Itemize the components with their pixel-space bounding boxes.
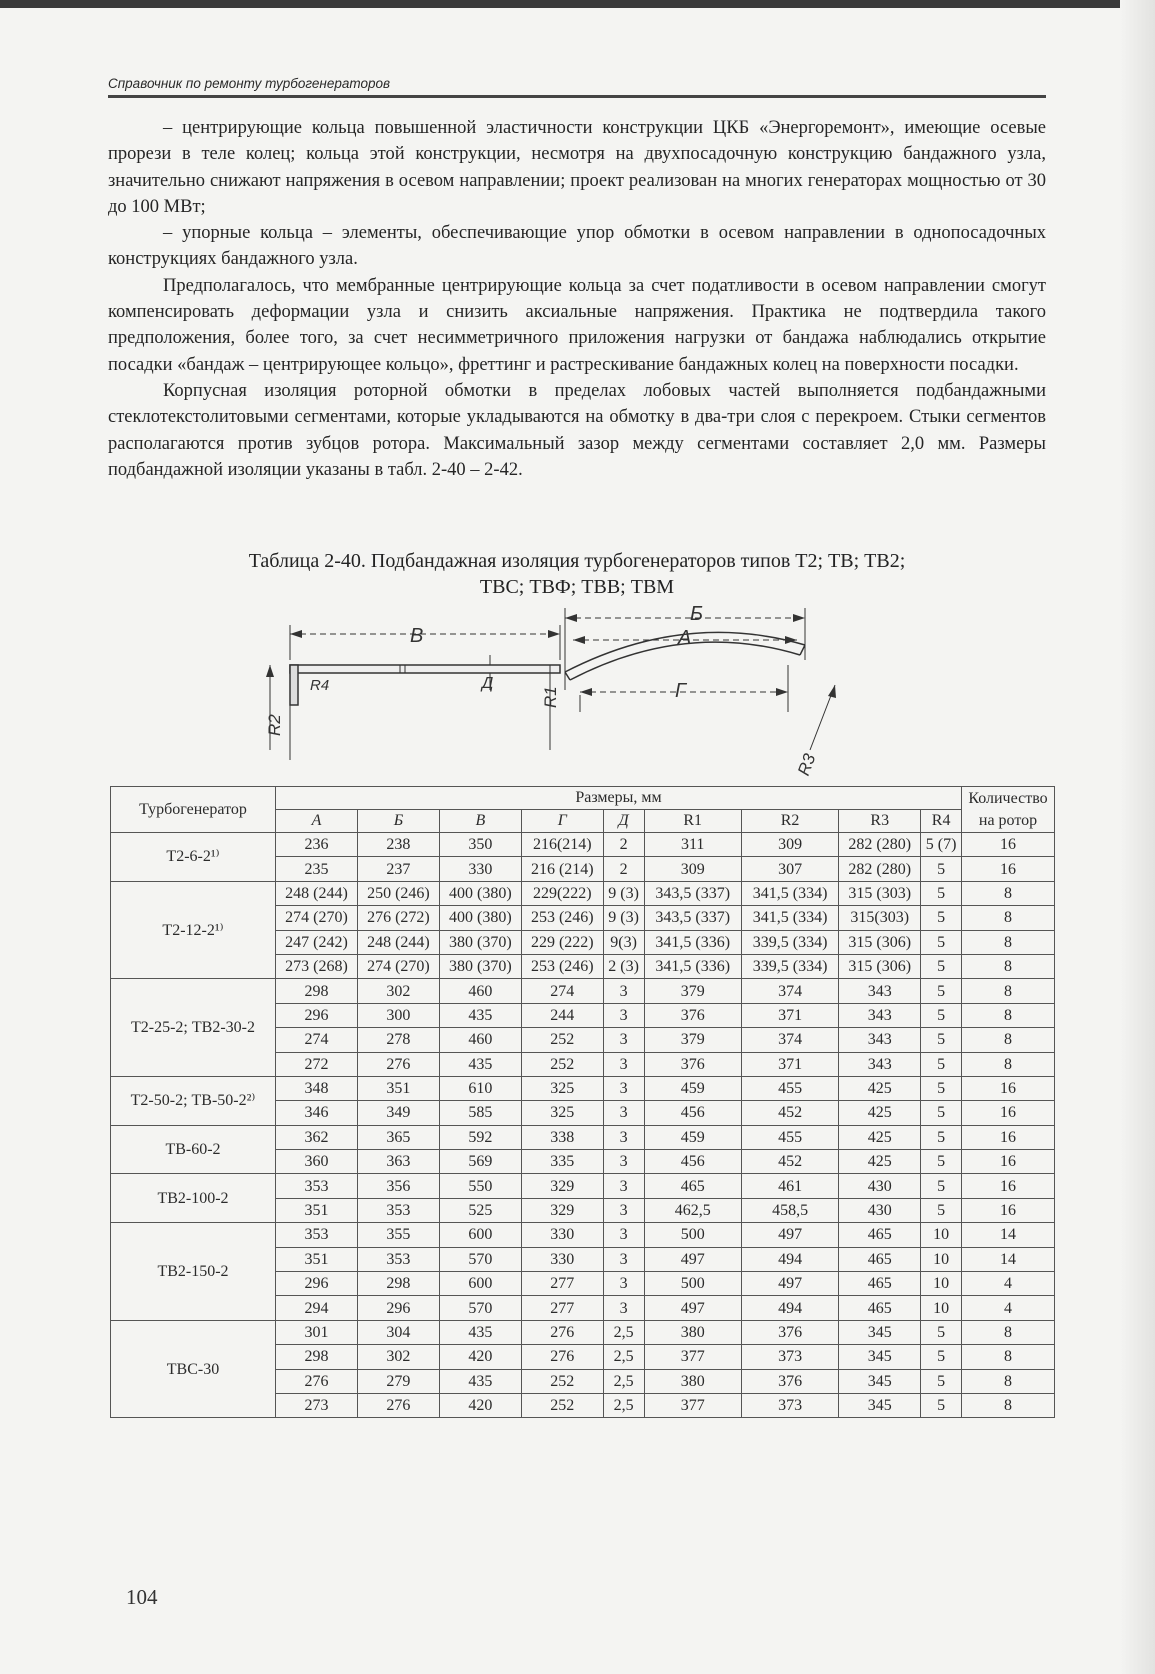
header-rule xyxy=(108,95,1046,98)
table-cell: 252 xyxy=(521,1028,603,1052)
label-r1: R1 xyxy=(541,686,560,708)
table-cell: 298 xyxy=(357,1272,439,1296)
table-cell: 330 xyxy=(521,1223,603,1247)
table-cell: 425 xyxy=(839,1125,921,1149)
table-cell: 343 xyxy=(839,1052,921,1076)
table-cell: 452 xyxy=(741,1101,838,1125)
table-cell: 341,5 (336) xyxy=(644,930,741,954)
table-cell: 379 xyxy=(644,1028,741,1052)
table-cell: 420 xyxy=(439,1393,521,1417)
table-cell: 550 xyxy=(439,1174,521,1198)
turbogenerator-name: Т2-12-2¹⁾ xyxy=(111,881,276,979)
label-a: А xyxy=(678,627,692,649)
table-row xyxy=(111,1076,1055,1100)
insulation-dimensions-table xyxy=(110,786,1055,1418)
table-cell: 2,5 xyxy=(603,1369,644,1393)
table-cell: 376 xyxy=(741,1369,838,1393)
table-cell: 10 xyxy=(921,1296,962,1320)
table-cell: 5 xyxy=(921,1174,962,1198)
table-cell: 452 xyxy=(741,1150,838,1174)
table-cell: 353 xyxy=(357,1247,439,1271)
turbogenerator-name: Т2-50-2; ТВ-50-2²⁾ xyxy=(111,1076,276,1125)
table-cell: 282 (280) xyxy=(839,857,921,881)
table-cell: 9 (3) xyxy=(603,881,644,905)
insulation-segment-diagram xyxy=(260,600,900,786)
table-cell: 341,5 (334) xyxy=(741,906,838,930)
table-cell: 362 xyxy=(276,1125,358,1149)
table-cell: 277 xyxy=(521,1296,603,1320)
table-cell: 455 xyxy=(741,1125,838,1149)
table-cell: 379 xyxy=(644,979,741,1003)
table-cell: 339,5 (334) xyxy=(741,930,838,954)
table-cell: 302 xyxy=(357,979,439,1003)
table-body xyxy=(111,833,1055,1418)
table-cell: 276 xyxy=(357,1052,439,1076)
turbogenerator-name: Т2-6-2¹⁾ xyxy=(111,833,276,882)
table-cell: 4 xyxy=(962,1296,1055,1320)
table-cell: 5 xyxy=(921,1345,962,1369)
table-cell: 465 xyxy=(839,1272,921,1296)
table-cell: 380 (370) xyxy=(439,930,521,954)
table-cell: 9(3) xyxy=(603,930,644,954)
table-cell: 376 xyxy=(741,1320,838,1344)
table-cell: 430 xyxy=(839,1198,921,1222)
table-cell: 236 xyxy=(276,833,358,857)
table-cell: 435 xyxy=(439,1052,521,1076)
table-cell: 497 xyxy=(741,1223,838,1247)
turbogenerator-name: ТВС-30 xyxy=(111,1320,276,1418)
table-cell: 16 xyxy=(962,1198,1055,1222)
table-cell: 345 xyxy=(839,1320,921,1344)
table-cell: 569 xyxy=(439,1150,521,1174)
table-cell: 374 xyxy=(741,979,838,1003)
table-cell: 345 xyxy=(839,1345,921,1369)
table-cell: 296 xyxy=(357,1296,439,1320)
table-cell: 2 xyxy=(603,857,644,881)
table-cell: 3 xyxy=(603,1125,644,1149)
table-cell: 253 (246) xyxy=(521,906,603,930)
table-cell: 343,5 (337) xyxy=(644,881,741,905)
table-cell: 3 xyxy=(603,1150,644,1174)
table-cell: 277 xyxy=(521,1272,603,1296)
table-cell: 330 xyxy=(439,857,521,881)
paragraph: – упорные кольца – элементы, обеспечивающие упор обмотки в осевом направлении в однопосадочных конструкциях бандажного узла. xyxy=(108,223,1046,270)
table-cell: 274 (270) xyxy=(276,906,358,930)
table-cell: 250 (246) xyxy=(357,881,439,905)
table-cell: 10 xyxy=(921,1247,962,1271)
table-cell: 16 xyxy=(962,1174,1055,1198)
table-cell: 343,5 (337) xyxy=(644,906,741,930)
table-cell: 16 xyxy=(962,1101,1055,1125)
table-cell: 8 xyxy=(962,1028,1055,1052)
table-cell: 459 xyxy=(644,1125,741,1149)
caption-line-2: ТВС; ТВФ; ТВВ; ТВМ xyxy=(479,576,675,598)
table-cell: 3 xyxy=(603,1223,644,1247)
table-cell: 5 xyxy=(921,881,962,905)
header-turbogenerator: Турбогенератор xyxy=(111,787,276,833)
table-cell: 304 xyxy=(357,1320,439,1344)
table-row xyxy=(111,979,1055,1003)
table-cell: 8 xyxy=(962,1003,1055,1027)
table-cell: 330 xyxy=(521,1247,603,1271)
table-cell: 570 xyxy=(439,1296,521,1320)
table-cell: 252 xyxy=(521,1369,603,1393)
table-cell: 8 xyxy=(962,930,1055,954)
table-header xyxy=(111,787,1055,833)
table-cell: 420 xyxy=(439,1345,521,1369)
table-cell: 2 xyxy=(603,833,644,857)
running-head: Справочник по ремонту турбогенераторов xyxy=(108,76,391,91)
table-cell: 456 xyxy=(644,1101,741,1125)
page-number: 104 xyxy=(126,1585,158,1609)
table-cell: 315 (306) xyxy=(839,930,921,954)
table-cell: 430 xyxy=(839,1174,921,1198)
table-cell: 600 xyxy=(439,1272,521,1296)
table-cell: 380 (370) xyxy=(439,954,521,978)
table-row xyxy=(111,1320,1055,1344)
table-cell: 497 xyxy=(644,1247,741,1271)
table-cell: 16 xyxy=(962,833,1055,857)
table-cell: 338 xyxy=(521,1125,603,1149)
table-cell: 456 xyxy=(644,1150,741,1174)
table-cell: 315(303) xyxy=(839,906,921,930)
table-cell: 377 xyxy=(644,1393,741,1417)
table-cell: 497 xyxy=(644,1296,741,1320)
table-cell: 373 xyxy=(741,1393,838,1417)
column-header: Г xyxy=(521,810,603,833)
table-cell: 353 xyxy=(357,1198,439,1222)
table-cell: 465 xyxy=(839,1223,921,1247)
table-cell: 425 xyxy=(839,1101,921,1125)
table-cell: 8 xyxy=(962,1052,1055,1076)
table-cell: 365 xyxy=(357,1125,439,1149)
table-cell: 400 (380) xyxy=(439,906,521,930)
table-cell: 494 xyxy=(741,1296,838,1320)
table-cell: 3 xyxy=(603,979,644,1003)
table-cell: 307 xyxy=(741,857,838,881)
table-cell: 353 xyxy=(276,1223,358,1247)
table-cell: 5 xyxy=(921,1052,962,1076)
table-cell: 455 xyxy=(741,1076,838,1100)
table-cell: 425 xyxy=(839,1076,921,1100)
table-cell: 3 xyxy=(603,1101,644,1125)
table-cell: 3 xyxy=(603,1198,644,1222)
table-cell: 276 xyxy=(521,1345,603,1369)
table-cell: 315 (306) xyxy=(839,954,921,978)
table-cell: 298 xyxy=(276,979,358,1003)
table-cell: 460 xyxy=(439,1028,521,1052)
table-cell: 16 xyxy=(962,1076,1055,1100)
table-cell: 376 xyxy=(644,1052,741,1076)
table-cell: 435 xyxy=(439,1320,521,1344)
table-row xyxy=(111,1174,1055,1198)
table-cell: 278 xyxy=(357,1028,439,1052)
column-header: R1 xyxy=(644,810,741,833)
table-cell: 5 xyxy=(921,1028,962,1052)
table-cell: 273 (268) xyxy=(276,954,358,978)
table-cell: 346 xyxy=(276,1101,358,1125)
scan-top-edge xyxy=(0,0,1155,8)
table-cell: 3 xyxy=(603,1028,644,1052)
table-cell: 5 xyxy=(921,857,962,881)
table-cell: 311 xyxy=(644,833,741,857)
table-cell: 339,5 (334) xyxy=(741,954,838,978)
turbogenerator-name: ТВ-60-2 xyxy=(111,1125,276,1174)
table-cell: 371 xyxy=(741,1052,838,1076)
table-cell: 355 xyxy=(357,1223,439,1247)
table-cell: 380 xyxy=(644,1320,741,1344)
table-cell: 309 xyxy=(644,857,741,881)
column-header: Д xyxy=(603,810,644,833)
table-cell: 248 (244) xyxy=(357,930,439,954)
table-cell: 8 xyxy=(962,1393,1055,1417)
table-cell: 296 xyxy=(276,1272,358,1296)
column-header: Б xyxy=(357,810,439,833)
column-header: В xyxy=(439,810,521,833)
label-r3: R3 xyxy=(794,751,820,779)
table-cell: 296 xyxy=(276,1003,358,1027)
table-cell: 4 xyxy=(962,1272,1055,1296)
table-cell: 585 xyxy=(439,1101,521,1125)
table-cell: 8 xyxy=(962,881,1055,905)
label-d: Д xyxy=(482,675,494,692)
table-cell: 238 xyxy=(357,833,439,857)
turbogenerator-name: Т2-25-2; ТВ2-30-2 xyxy=(111,979,276,1077)
table-cell: 351 xyxy=(276,1247,358,1271)
table-cell: 435 xyxy=(439,1003,521,1027)
column-header: А xyxy=(276,810,358,833)
table-cell: 2,5 xyxy=(603,1320,644,1344)
table-cell: 374 xyxy=(741,1028,838,1052)
table-cell: 272 xyxy=(276,1052,358,1076)
table-cell: 5 xyxy=(921,1101,962,1125)
table-cell: 343 xyxy=(839,979,921,1003)
table-row xyxy=(111,881,1055,905)
label-r4: R4 xyxy=(310,677,330,694)
table-cell: 325 xyxy=(521,1101,603,1125)
table-cell: 497 xyxy=(741,1272,838,1296)
table-cell: 8 xyxy=(962,1345,1055,1369)
table-cell: 309 xyxy=(741,833,838,857)
table-cell: 301 xyxy=(276,1320,358,1344)
table-cell: 3 xyxy=(603,1247,644,1271)
table-cell: 335 xyxy=(521,1150,603,1174)
table-cell: 458,5 xyxy=(741,1198,838,1222)
table-cell: 329 xyxy=(521,1174,603,1198)
table-cell: 360 xyxy=(276,1150,358,1174)
table-cell: 10 xyxy=(921,1223,962,1247)
table-cell: 570 xyxy=(439,1247,521,1271)
table-cell: 461 xyxy=(741,1174,838,1198)
table-cell: 5 xyxy=(921,906,962,930)
table-cell: 16 xyxy=(962,1125,1055,1149)
column-header: R2 xyxy=(741,810,838,833)
paragraph: Предполагалось, что мембранные центрирующие кольца за счет податливости в осевом направлении смогут компенсировать деформации узла и снизить аксиальные напряжения. Практика не подтвердила такого предположения, более того, за счет несимметричного приложения нагрузки от бандажа наблюдались открытие посадки «бандаж – центрирующее кольцо», фреттинг и растрескивание бандажных колец на поверхности посадки. xyxy=(108,275,1046,375)
table-cell: 3 xyxy=(603,1296,644,1320)
table-cell: 3 xyxy=(603,1076,644,1100)
table-cell: 216(214) xyxy=(521,833,603,857)
table-cell: 279 xyxy=(357,1369,439,1393)
table-cell: 341,5 (336) xyxy=(644,954,741,978)
table-cell: 353 xyxy=(276,1174,358,1198)
table-cell: 500 xyxy=(644,1223,741,1247)
table-cell: 5 xyxy=(921,930,962,954)
page-edge-shadow xyxy=(1120,0,1155,1674)
table-cell: 380 xyxy=(644,1369,741,1393)
table-row xyxy=(111,1223,1055,1247)
table-cell: 216 (214) xyxy=(521,857,603,881)
table-cell: 274 xyxy=(521,979,603,1003)
table-cell: 465 xyxy=(839,1247,921,1271)
table-cell: 592 xyxy=(439,1125,521,1149)
table-cell: 273 xyxy=(276,1393,358,1417)
paragraph: Корпусная изоляция роторной обмотки в пределах лобовых частей выполняется подбандажными стеклотекстолитовыми сегментами, которые укладываются на обмотку в два-три слоя с перекроем. Стыки сегментов располагаются против зубцов ротора. Максимальный зазор между сегментами составляет 2,0 мм. Размеры подбандажной изоляции указаны в табл. 2-40 – 2-42. xyxy=(108,380,1046,480)
body-text xyxy=(108,115,1046,483)
table-cell: 8 xyxy=(962,979,1055,1003)
table-cell: 3 xyxy=(603,1052,644,1076)
table-cell: 343 xyxy=(839,1003,921,1027)
table-cell: 5 xyxy=(921,1198,962,1222)
table-cell: 10 xyxy=(921,1272,962,1296)
table-cell: 2,5 xyxy=(603,1345,644,1369)
table-cell: 252 xyxy=(521,1052,603,1076)
table-cell: 276 xyxy=(276,1369,358,1393)
table-cell: 248 (244) xyxy=(276,881,358,905)
table-cell: 5 xyxy=(921,1369,962,1393)
table-cell: 5 xyxy=(921,1003,962,1027)
table-cell: 600 xyxy=(439,1223,521,1247)
table-cell: 274 (270) xyxy=(357,954,439,978)
table-row xyxy=(111,1125,1055,1149)
table-cell: 8 xyxy=(962,1320,1055,1344)
caption-line-1: Таблица 2-40. Подбандажная изоляция турбогенераторов типов Т2; ТВ; ТВ2; xyxy=(248,550,906,572)
table-cell: 525 xyxy=(439,1198,521,1222)
curved-segment-view xyxy=(550,608,836,750)
table-cell: 425 xyxy=(839,1150,921,1174)
table-cell: 373 xyxy=(741,1345,838,1369)
table-cell: 235 xyxy=(276,857,358,881)
header-quantity: Количество на ротор xyxy=(962,787,1055,833)
label-b: Б xyxy=(690,603,704,625)
column-header: R4 xyxy=(921,810,962,833)
turbogenerator-name: ТВ2-100-2 xyxy=(111,1174,276,1223)
table-cell: 435 xyxy=(439,1369,521,1393)
table-cell: 276 xyxy=(521,1320,603,1344)
table-cell: 3 xyxy=(603,1272,644,1296)
table-cell: 494 xyxy=(741,1247,838,1271)
table-cell: 14 xyxy=(962,1247,1055,1271)
table-cell: 348 xyxy=(276,1076,358,1100)
table-cell: 371 xyxy=(741,1003,838,1027)
table-cell: 5 xyxy=(921,1150,962,1174)
label-g: Г xyxy=(675,680,686,702)
table-caption xyxy=(108,548,1046,600)
table-cell: 9 (3) xyxy=(603,906,644,930)
table-cell: 341,5 (334) xyxy=(741,881,838,905)
table-cell: 325 xyxy=(521,1076,603,1100)
turbogenerator-name: ТВ2-150-2 xyxy=(111,1223,276,1321)
table-cell: 329 xyxy=(521,1198,603,1222)
table-cell: 3 xyxy=(603,1003,644,1027)
table-cell: 351 xyxy=(357,1076,439,1100)
table-cell: 274 xyxy=(276,1028,358,1052)
table-cell: 2,5 xyxy=(603,1393,644,1417)
table-cell: 363 xyxy=(357,1150,439,1174)
table-cell: 350 xyxy=(439,833,521,857)
table-cell: 298 xyxy=(276,1345,358,1369)
table-cell: 5 xyxy=(921,1393,962,1417)
table-row xyxy=(111,833,1055,857)
table-cell: 5 xyxy=(921,1076,962,1100)
table-cell: 229 (222) xyxy=(521,930,603,954)
table-cell: 345 xyxy=(839,1393,921,1417)
table-cell: 377 xyxy=(644,1345,741,1369)
table-cell: 400 (380) xyxy=(439,881,521,905)
table-cell: 16 xyxy=(962,1150,1055,1174)
table-cell: 315 (303) xyxy=(839,881,921,905)
label-r2: R2 xyxy=(265,714,284,736)
header-sizes: Размеры, мм xyxy=(276,787,962,810)
table-cell: 252 xyxy=(521,1393,603,1417)
table-cell: 300 xyxy=(357,1003,439,1027)
table-cell: 5 xyxy=(921,979,962,1003)
table-cell: 5 (7) xyxy=(921,833,962,857)
table-cell: 465 xyxy=(839,1296,921,1320)
table-cell: 356 xyxy=(357,1174,439,1198)
table-cell: 8 xyxy=(962,1369,1055,1393)
table-cell: 253 (246) xyxy=(521,954,603,978)
table-cell: 14 xyxy=(962,1223,1055,1247)
table-cell: 462,5 xyxy=(644,1198,741,1222)
table-cell: 5 xyxy=(921,1125,962,1149)
table-cell: 465 xyxy=(644,1174,741,1198)
table-cell: 376 xyxy=(644,1003,741,1027)
paragraph: – центрирующие кольца повышенной эластичности конструкции ЦКБ «Энергоремонт», имеющие осевые прорези в теле колец; кольца этой конструкции, несмотря на двухпосадочную конструкцию бандажного узла, значительно снижают напряжения в осевом направлении; проект реализован на многих генераторах мощностью от 30 до 100 МВт; xyxy=(108,118,1046,217)
table-cell: 3 xyxy=(603,1174,644,1198)
table-cell: 8 xyxy=(962,954,1055,978)
table-cell: 8 xyxy=(962,906,1055,930)
table-cell: 276 (272) xyxy=(357,906,439,930)
label-v: В xyxy=(410,625,424,647)
table-cell: 459 xyxy=(644,1076,741,1100)
table-cell: 247 (242) xyxy=(276,930,358,954)
table-cell: 244 xyxy=(521,1003,603,1027)
table-cell: 351 xyxy=(276,1198,358,1222)
table-cell: 5 xyxy=(921,1320,962,1344)
table-cell: 229(222) xyxy=(521,881,603,905)
table-cell: 2 (3) xyxy=(603,954,644,978)
table-cell: 349 xyxy=(357,1101,439,1125)
table-cell: 460 xyxy=(439,979,521,1003)
table-cell: 237 xyxy=(357,857,439,881)
table-cell: 276 xyxy=(357,1393,439,1417)
table-cell: 5 xyxy=(921,954,962,978)
table-cell: 16 xyxy=(962,857,1055,881)
table-cell: 343 xyxy=(839,1028,921,1052)
column-header: R3 xyxy=(839,810,921,833)
table-cell: 302 xyxy=(357,1345,439,1369)
table-cell: 294 xyxy=(276,1296,358,1320)
table-cell: 282 (280) xyxy=(839,833,921,857)
table-cell: 610 xyxy=(439,1076,521,1100)
table-cell: 500 xyxy=(644,1272,741,1296)
table-cell: 345 xyxy=(839,1369,921,1393)
